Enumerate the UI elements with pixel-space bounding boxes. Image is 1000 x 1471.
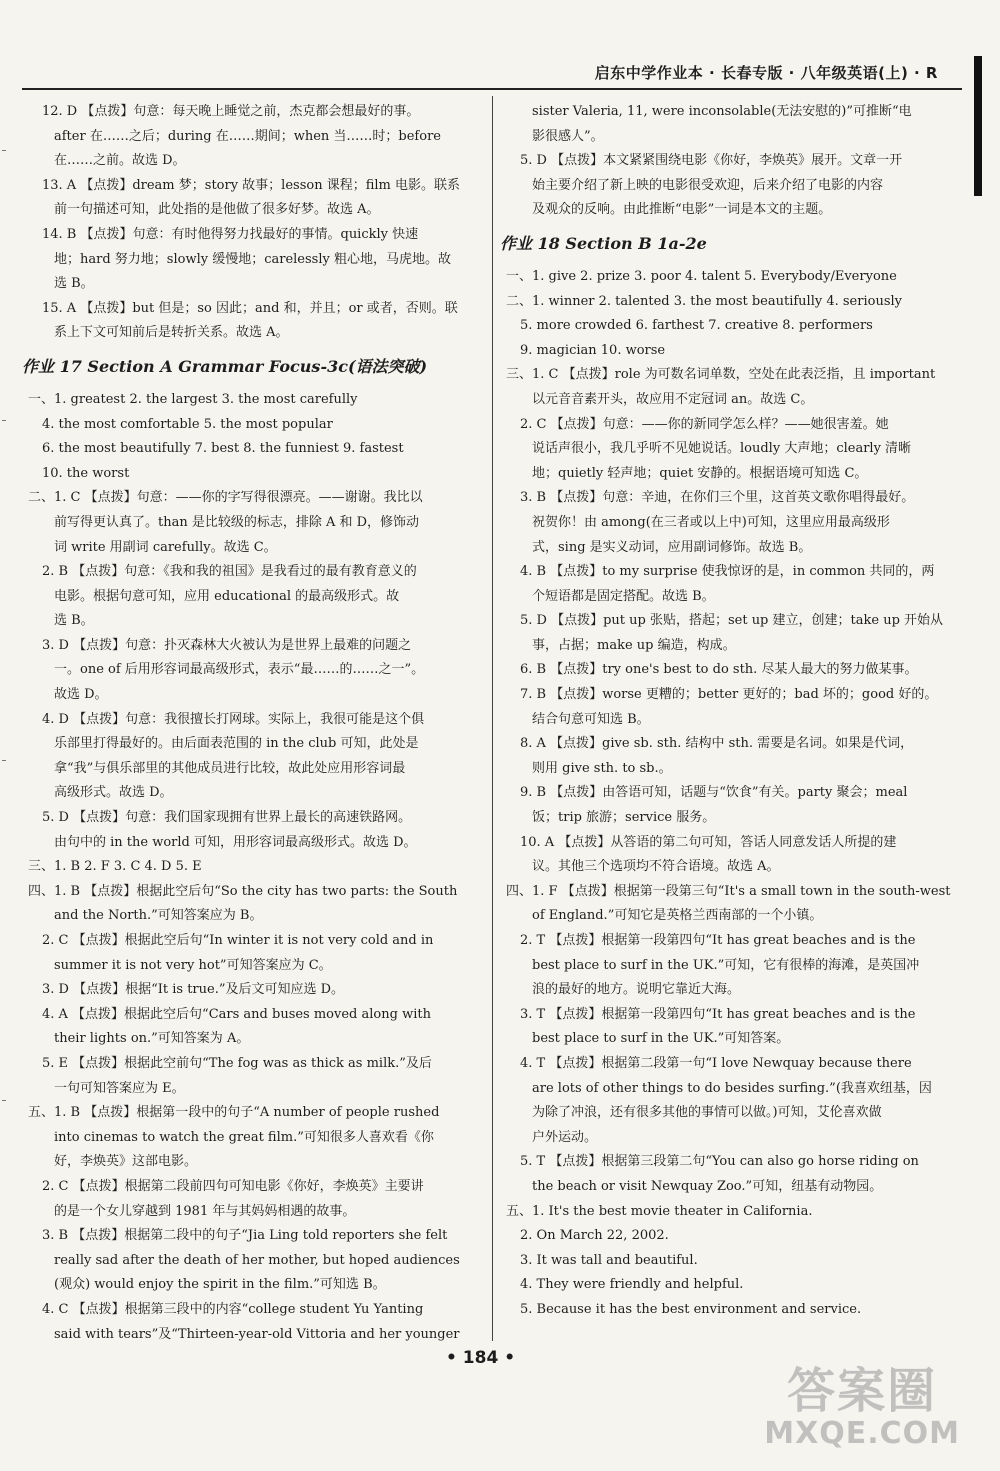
watermark-url: MXQE.COM bbox=[764, 1416, 960, 1451]
answer-line: 4. A 【点拨】根据此空后句“Cars and buses moved along with bbox=[42, 1006, 431, 1022]
answer-line: 一。one of 后用形容词最高级形式，表示“最……的……之一”。 bbox=[54, 662, 425, 678]
answer-line: 15. A 【点拨】but 但是；so 因此；and 和，并且；or 或者，否则。联 bbox=[42, 300, 458, 316]
answer-line: 3. B 【点拨】句意：辛迪，在你们三个里，这首英文歌你唱得最好。 bbox=[520, 490, 915, 506]
answer-line: 故选 D。 bbox=[54, 687, 108, 703]
answer-line: 结合句意可知选 B。 bbox=[532, 711, 650, 727]
right-top-block bbox=[506, 100, 951, 223]
answer-line: 浪的最好的地方。说明它靠近大海。 bbox=[532, 982, 741, 998]
right-column bbox=[500, 100, 951, 1323]
answer-line: (观众) would enjoy the spirit in the film.”可知选 B。 bbox=[54, 1277, 386, 1293]
answer-line: 一、1. give 2. prize 3. poor 4. talent 5. Everybody/Everyone bbox=[506, 268, 897, 284]
page-number: • 184 • bbox=[446, 1348, 516, 1368]
answer-line: 地；quietly 轻声地；quiet 安静的。根据语境可知选 C。 bbox=[532, 465, 868, 481]
answer-line: 三、1. B 2. F 3. C 4. D 5. E bbox=[28, 859, 202, 875]
answer-line: 9. magician 10. worse bbox=[520, 342, 666, 358]
answer-line: 则用 give sth. to sb.。 bbox=[532, 760, 672, 776]
answer-line: 五、1. B 【点拨】根据第一段中的句子“A number of people rushed bbox=[28, 1105, 440, 1121]
scan-mark bbox=[2, 760, 6, 761]
answer-line: 2. C 【点拨】根据第二段前四句可知电影《你好，李焕英》主要讲 bbox=[42, 1178, 424, 1194]
answer-line: 事，占据；make up 编造，构成。 bbox=[532, 637, 736, 653]
answer-line: 前一句描述可知，此处指的是他做了很多好梦。故选 A。 bbox=[54, 202, 380, 218]
answer-line: 地；hard 努力地；slowly 缓慢地；carelessly 粗心地，马虎地。故 bbox=[54, 251, 451, 267]
answer-line: and the North.”可知答案应为 B。 bbox=[54, 908, 263, 924]
answer-line: 系上下文可知前后是转折关系。故选 A。 bbox=[54, 325, 289, 341]
scan-mark bbox=[2, 1100, 6, 1101]
answer-line: 户外运动。 bbox=[532, 1129, 598, 1145]
answer-line: 3. B 【点拨】根据第二段中的句子“Jia Ling told reporters she felt bbox=[42, 1228, 448, 1244]
answer-line: 及观众的反响。由此推断“电影”一词是本文的主题。 bbox=[532, 202, 832, 218]
answer-line: 四、1. B 【点拨】根据此空后句“So the city has two parts: the South bbox=[28, 883, 458, 899]
answer-line: 13. A 【点拨】dream 梦；story 故事；lesson 课程；film 电影。联系 bbox=[42, 177, 460, 193]
answer-line: 3. T 【点拨】根据第一段第四句“It has great beaches and is the bbox=[520, 1006, 916, 1022]
answer-line: 一、1. greatest 2. the largest 3. the most carefully bbox=[28, 391, 358, 407]
scan-mark bbox=[2, 150, 6, 151]
answer-line: 5. Because it has the best environment and service. bbox=[520, 1301, 862, 1317]
answer-line: 5. T 【点拨】根据第三段第二句“You can also go horse riding on bbox=[520, 1154, 919, 1170]
column-divider bbox=[492, 96, 493, 1341]
answer-line: 好，李焕英》这部电影。 bbox=[54, 1154, 198, 1170]
section-heading-18: 作业 18 Section B 1a-2e bbox=[500, 233, 707, 253]
answer-line: 二、1. winner 2. talented 3. the most beautifully 4. seriously bbox=[506, 293, 902, 309]
header-title: 启东中学作业本 · 长春专版 · 八年级英语(上) · R bbox=[594, 64, 938, 82]
answer-line: 个短语都是固定搭配。故选 B。 bbox=[532, 588, 715, 604]
answer-line: summer it is not very hot”可知答案应为 C。 bbox=[54, 957, 332, 973]
answer-line: 由句中的 in the world 可知，用形容词最高级形式。故选 D。 bbox=[54, 834, 417, 850]
answer-line: 9. B 【点拨】由答语可知，话题与“饮食”有关。party 聚会；meal bbox=[520, 785, 908, 801]
answer-line: into cinemas to watch the great film.”可知很多人喜欢看《你 bbox=[54, 1129, 434, 1145]
left-body-block bbox=[28, 388, 480, 1347]
answer-line: 3. It was tall and beautiful. bbox=[520, 1252, 698, 1268]
scan-mark bbox=[2, 420, 6, 421]
answer-line: 以元音音素开头，故应用不定冠词 an。故选 C。 bbox=[532, 391, 814, 407]
answer-line: 式，sing 是实义动词，应用副词修饰。故选 B。 bbox=[532, 539, 812, 555]
answer-line: 10. A 【点拨】从答语的第二句可知，答话人同意发话人所提的建 bbox=[520, 834, 897, 850]
answer-line: 4. C 【点拨】根据第三段中的内容“college student Yu Yanting bbox=[42, 1301, 424, 1317]
page-edge-bar bbox=[974, 56, 982, 196]
answer-line: 5. D 【点拨】本文紧紧围绕电影《你好，李焕英》展开。文章一开 bbox=[520, 153, 903, 169]
watermark-logo-text: 答案圈 bbox=[787, 1363, 938, 1419]
answer-line: 议。其他三个选项均不符合语境。故选 A。 bbox=[532, 859, 780, 875]
answer-line: best place to surf in the UK.”可知，它有很棒的海滩，是英国冲 bbox=[532, 957, 920, 973]
answer-line: 2. B 【点拨】句意：《我和我的祖国》是我看过的最有教育意义的 bbox=[42, 564, 417, 580]
answer-line: 6. B 【点拨】try one's best to do sth. 尽某人最大的努力做某事。 bbox=[520, 662, 918, 678]
site-watermark bbox=[764, 1363, 960, 1451]
answer-line: 四、1. F 【点拨】根据第一段第三句“It's a small town in the south-west bbox=[506, 883, 951, 899]
answer-line: 8. A 【点拨】give sb. sth. 结构中 sth. 需要是名词。如果是代词， bbox=[520, 736, 914, 752]
left-top-block bbox=[28, 100, 480, 346]
answer-line: 2. C 【点拨】根据此空后句“In winter it is not very cold and in bbox=[42, 933, 434, 948]
answer-line: 始主要介绍了新上映的电影很受欢迎，后来介绍了电影的内容 bbox=[532, 177, 884, 193]
answer-line: 4. the most comfortable 5. the most popular bbox=[42, 416, 333, 432]
answer-line: 10. the worst bbox=[42, 465, 130, 481]
answer-line: 5. D 【点拨】put up 张贴，搭起；set up 建立，创建；take up 开始从 bbox=[520, 613, 944, 629]
answer-line: 4. They were friendly and helpful. bbox=[520, 1277, 744, 1293]
answer-line: 前写得更认真了。than 是比较级的标志，排除 A 和 D，修饰动 bbox=[54, 514, 420, 530]
answer-line: 3. D 【点拨】句意：扑灭森林大火被认为是世界上最难的问题之 bbox=[42, 637, 412, 653]
answer-line: 为除了冲浪，还有很多其他的事情可以做。)可知，艾伦喜欢做 bbox=[532, 1105, 882, 1121]
answer-line: sister Valeria, 11, were inconsolable(无法安慰的)”可推断“电 bbox=[532, 104, 912, 119]
answer-line: 14. B 【点拨】句意：有时他得努力找最好的事情。quickly 快速 bbox=[42, 226, 419, 242]
answer-line: 饭；trip 旅游；service 服务。 bbox=[532, 810, 716, 826]
answer-line: 12. D 【点拨】句意：每天晚上睡觉之前，杰克都会想最好的事。 bbox=[42, 104, 420, 119]
answer-line: are lots of other things to do besides surfing.”(我喜欢纽基，因 bbox=[532, 1080, 932, 1096]
answer-line: 选 B。 bbox=[54, 276, 94, 292]
answer-line: 的是一个女儿穿越到 1981 年与其妈妈相遇的故事。 bbox=[54, 1203, 356, 1219]
answer-line: 5. D 【点拨】句意：我们国家现拥有世界上最长的高速铁路网。 bbox=[42, 810, 412, 826]
answer-line: 2. T 【点拨】根据第一段第四句“It has great beaches and is the bbox=[520, 933, 916, 948]
answer-line: 电影。根据句意可知，应用 educational 的最高级形式。故 bbox=[54, 588, 400, 604]
answer-line: really sad after the death of her mother, but hoped audiences bbox=[54, 1252, 460, 1268]
answer-line: 2. On March 22, 2002. bbox=[520, 1228, 669, 1244]
answer-line: after 在……之后；during 在……期间；when 当……时；before bbox=[54, 128, 441, 144]
answer-line: 三、1. C 【点拨】role 为可数名词单数，空处在此表泛指，且 important bbox=[506, 367, 936, 383]
right-body-block bbox=[506, 265, 951, 1323]
answer-line: 一句可知答案应为 E。 bbox=[54, 1080, 185, 1096]
left-column bbox=[22, 100, 480, 1347]
answer-line: 6. the most beautifully 7. best 8. the funniest 9. fastest bbox=[42, 441, 404, 457]
answer-line: 五、1. It's the best movie theater in California. bbox=[506, 1203, 813, 1219]
answer-line: 4. B 【点拨】to my surprise 使我惊讶的是，in common 共同的，两 bbox=[520, 564, 935, 580]
answer-line: 5. more crowded 6. farthest 7. creative 8. performers bbox=[520, 318, 873, 334]
answer-line: 3. D 【点拨】根据“It is true.”及后文可知应选 D。 bbox=[42, 982, 345, 998]
answer-line: their lights on.”可知答案为 A。 bbox=[54, 1031, 250, 1047]
answer-line: 词 write 用副词 carefully。故选 C。 bbox=[54, 539, 277, 555]
section-heading-17: 作业 17 Section A Grammar Focus-3c(语法突破) bbox=[22, 356, 428, 376]
answer-line: the beach or visit Newquay Zoo.”可知，纽基有动物园。 bbox=[532, 1178, 883, 1194]
answer-line: of England.”可知它是英格兰西南部的一个小镇。 bbox=[532, 908, 823, 924]
answer-line: 二、1. C 【点拨】句意：——你的字写得很漂亮。——谢谢。我比以 bbox=[28, 490, 423, 506]
answer-line: said with tears”及“Thirteen-year-old Vittoria and her younger bbox=[54, 1326, 460, 1342]
answer-line: 在……之前。故选 D。 bbox=[54, 153, 186, 169]
answer-line: 说话声很小，我几乎听不见她说话。loudly 大声地；clearly 清晰 bbox=[532, 441, 912, 457]
answer-line: 影很感人”。 bbox=[532, 128, 604, 144]
answer-line: 高级形式。故选 D。 bbox=[54, 785, 173, 801]
answer-line: 拿“我”与俱乐部里的其他成员进行比较，故此处应用形容词最 bbox=[54, 760, 406, 776]
answer-line: 4. D 【点拨】句意：我很擅长打网球。实际上，我很可能是这个俱 bbox=[42, 711, 425, 727]
answer-line: 5. E 【点拨】根据此空前句“The fog was as thick as milk.”及后 bbox=[42, 1055, 432, 1071]
answer-line: 选 B。 bbox=[54, 613, 94, 629]
answer-line: 乐部里打得最好的。由后面表范围的 in the club 可知，此处是 bbox=[54, 736, 419, 752]
answer-line: 2. C 【点拨】句意：——你的新同学怎么样？——她很害羞。她 bbox=[520, 416, 889, 432]
answer-line: 祝贺你！由 among(在三者或以上中)可知，这里应用最高级形 bbox=[532, 514, 890, 530]
answer-line: best place to surf in the UK.”可知答案。 bbox=[532, 1031, 790, 1047]
answer-line: 7. B 【点拨】worse 更糟的；better 更好的；bad 坏的；good 好的。 bbox=[520, 687, 938, 703]
answer-line: 4. T 【点拨】根据第二段第一句“I love Newquay because there bbox=[520, 1055, 912, 1071]
running-header bbox=[22, 58, 962, 90]
